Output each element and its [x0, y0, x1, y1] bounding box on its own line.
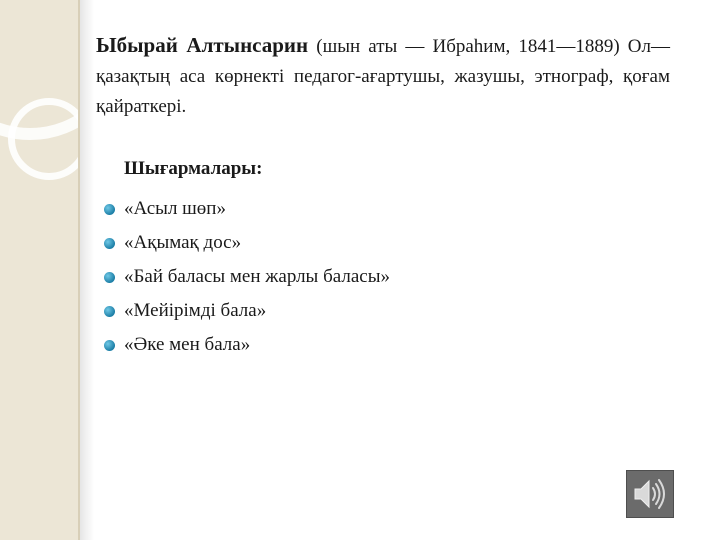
- work-title: «Ақымақ дос»: [124, 232, 242, 253]
- list-item: [124, 294, 670, 328]
- works-section: [124, 158, 670, 362]
- list-item: [124, 226, 670, 260]
- bullet-icon: [104, 238, 115, 249]
- slide-content: [96, 30, 670, 362]
- work-title: «Асыл шөп»: [124, 198, 226, 219]
- work-title: «Бай баласы мен жарлы баласы»: [124, 266, 390, 287]
- list-item: [124, 192, 670, 226]
- decorative-ring-small: [8, 98, 80, 180]
- bullet-icon: [104, 340, 115, 351]
- bullet-icon: [104, 306, 115, 317]
- bullet-icon: [104, 204, 115, 215]
- author-name: Ыбырай Алтынсарин: [96, 33, 309, 57]
- decorative-side-band: [0, 0, 80, 540]
- intro-paragraph: [96, 30, 670, 122]
- bullet-icon: [104, 272, 115, 283]
- audio-play-button[interactable]: [626, 470, 674, 518]
- band-shadow: [80, 0, 94, 540]
- list-item: [124, 260, 670, 294]
- work-title: «Мейірімді бала»: [124, 300, 267, 321]
- works-list: [124, 192, 670, 362]
- works-heading: Шығармалары:: [124, 158, 263, 179]
- work-title: «Әке мен бала»: [124, 334, 251, 355]
- list-item: [124, 328, 670, 362]
- speaker-icon: [627, 471, 673, 517]
- author-description: (шын аты — Ибраһим, 1841—1889) Ол—қазақтың аса көрнекті педагог-ағартушы, жазушы, этнограф, қоғам қайраткері.: [96, 36, 671, 117]
